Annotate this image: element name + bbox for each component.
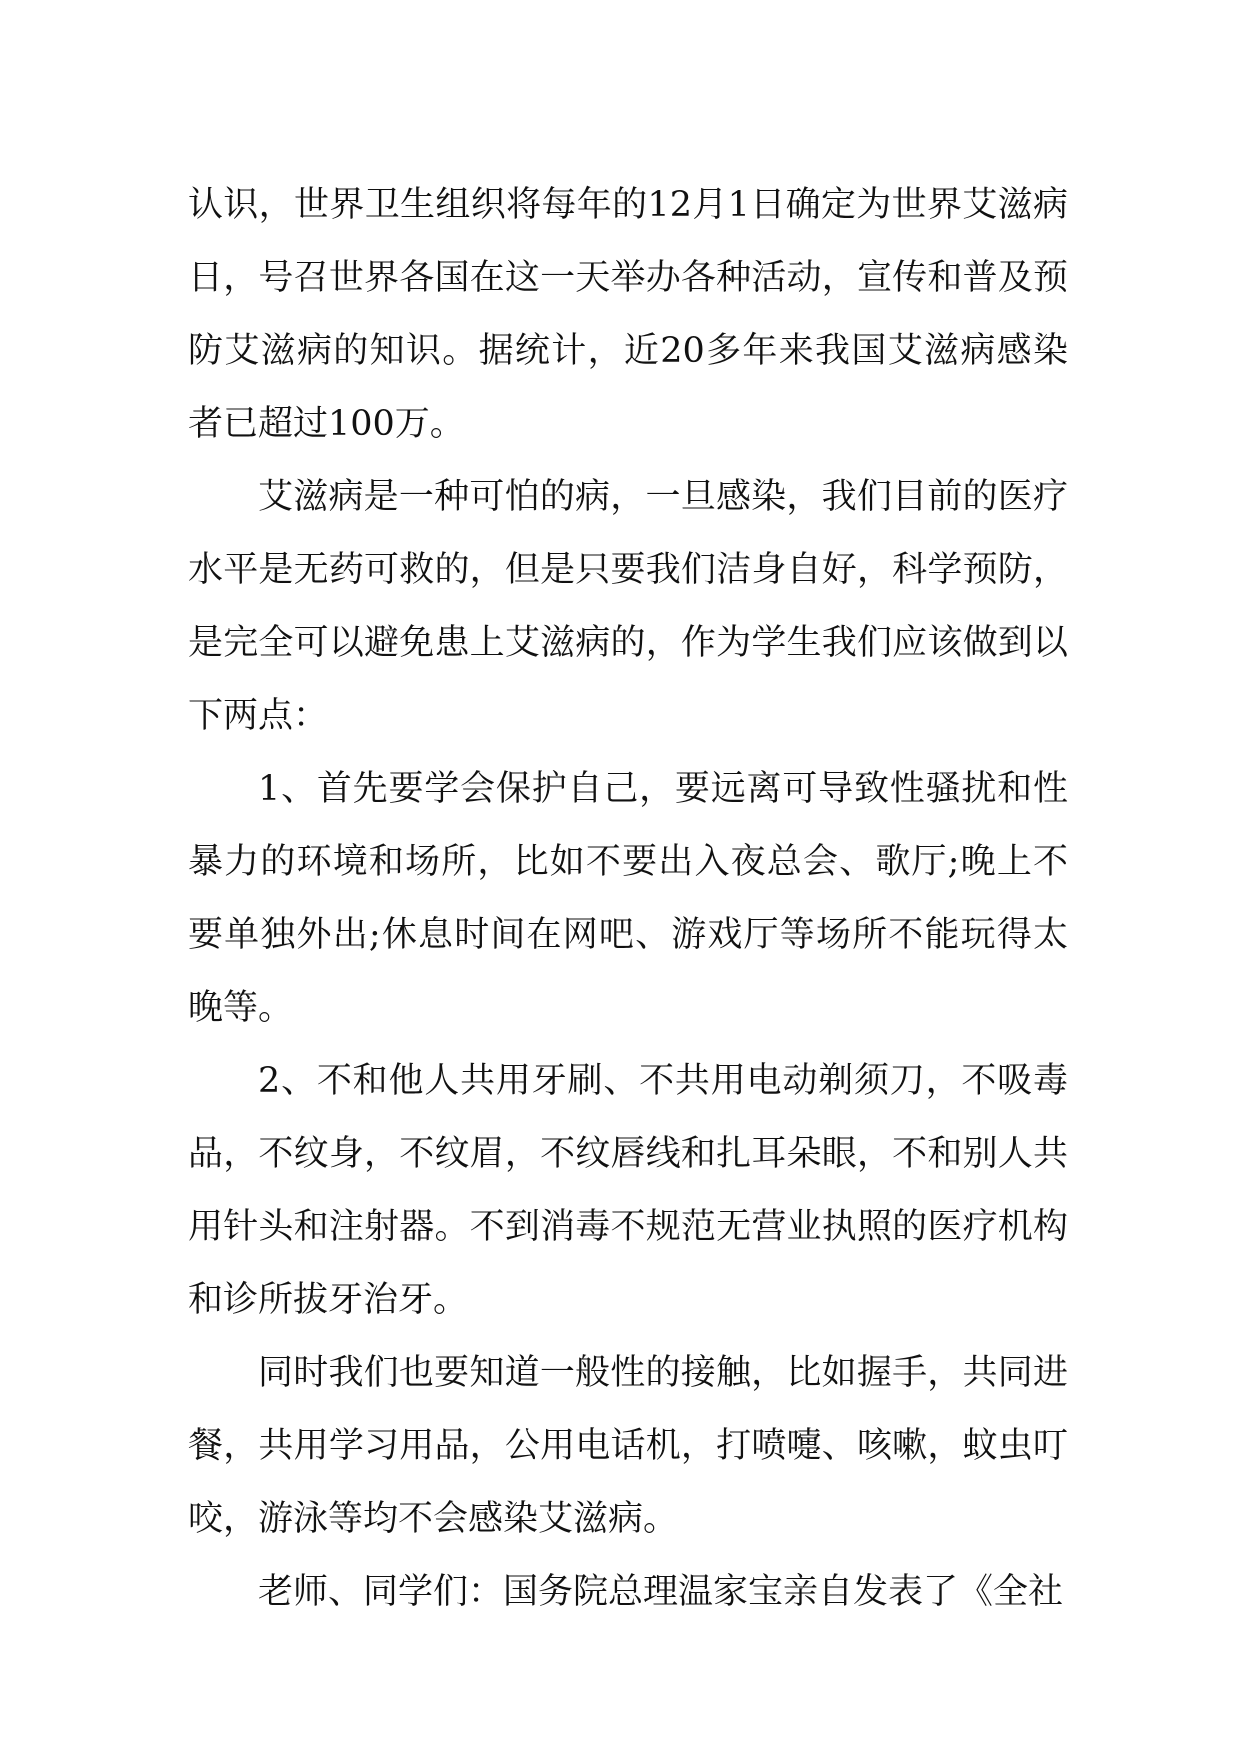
paragraph-5: 同时我们也要知道一般性的接触，比如握手，共同进餐，共用学习用品，公用电话机，打喷嚏、咳嗽，蚊虫叮咬，游泳等均不会感染艾滋病。	[188, 1353, 1068, 1539]
paragraph-3-list-item-1: 1、首先要学会保护自己，要远离可导致性骚扰和性暴力的环境和场所，比如不要出入夜总会、歌厅;晚上不要单独外出;休息时间在网吧、游戏厅等场所不能玩得太晚等。	[188, 769, 1068, 1028]
paragraph-4-list-item-2: 2、不和他人共用牙刷、不共用电动剃须刀，不吸毒品，不纹身，不纹眉，不纹唇线和扎耳朵眼，不和别人共用针头和注射器。不到消毒不规范无营业执照的医疗机构和诊所拔牙治牙。	[188, 1061, 1068, 1320]
document-body	[188, 169, 1068, 1629]
paragraph-1: 认识，世界卫生组织将每年的12月1日确定为世界艾滋病日，号召世界各国在这一天举办各种活动，宣传和普及预防艾滋病的知识。据统计，近20多年来我国艾滋病感染者已超过100万。	[188, 185, 1068, 444]
paragraph-2: 艾滋病是一种可怕的病，一旦感染，我们目前的医疗水平是无药可救的，但是只要我们洁身自好，科学预防，是完全可以避免患上艾滋病的，作为学生我们应该做到以下两点：	[188, 477, 1068, 736]
paragraph-6: 老师、同学们：国务院总理温家宝亲自发表了《全社	[258, 1572, 1064, 1612]
